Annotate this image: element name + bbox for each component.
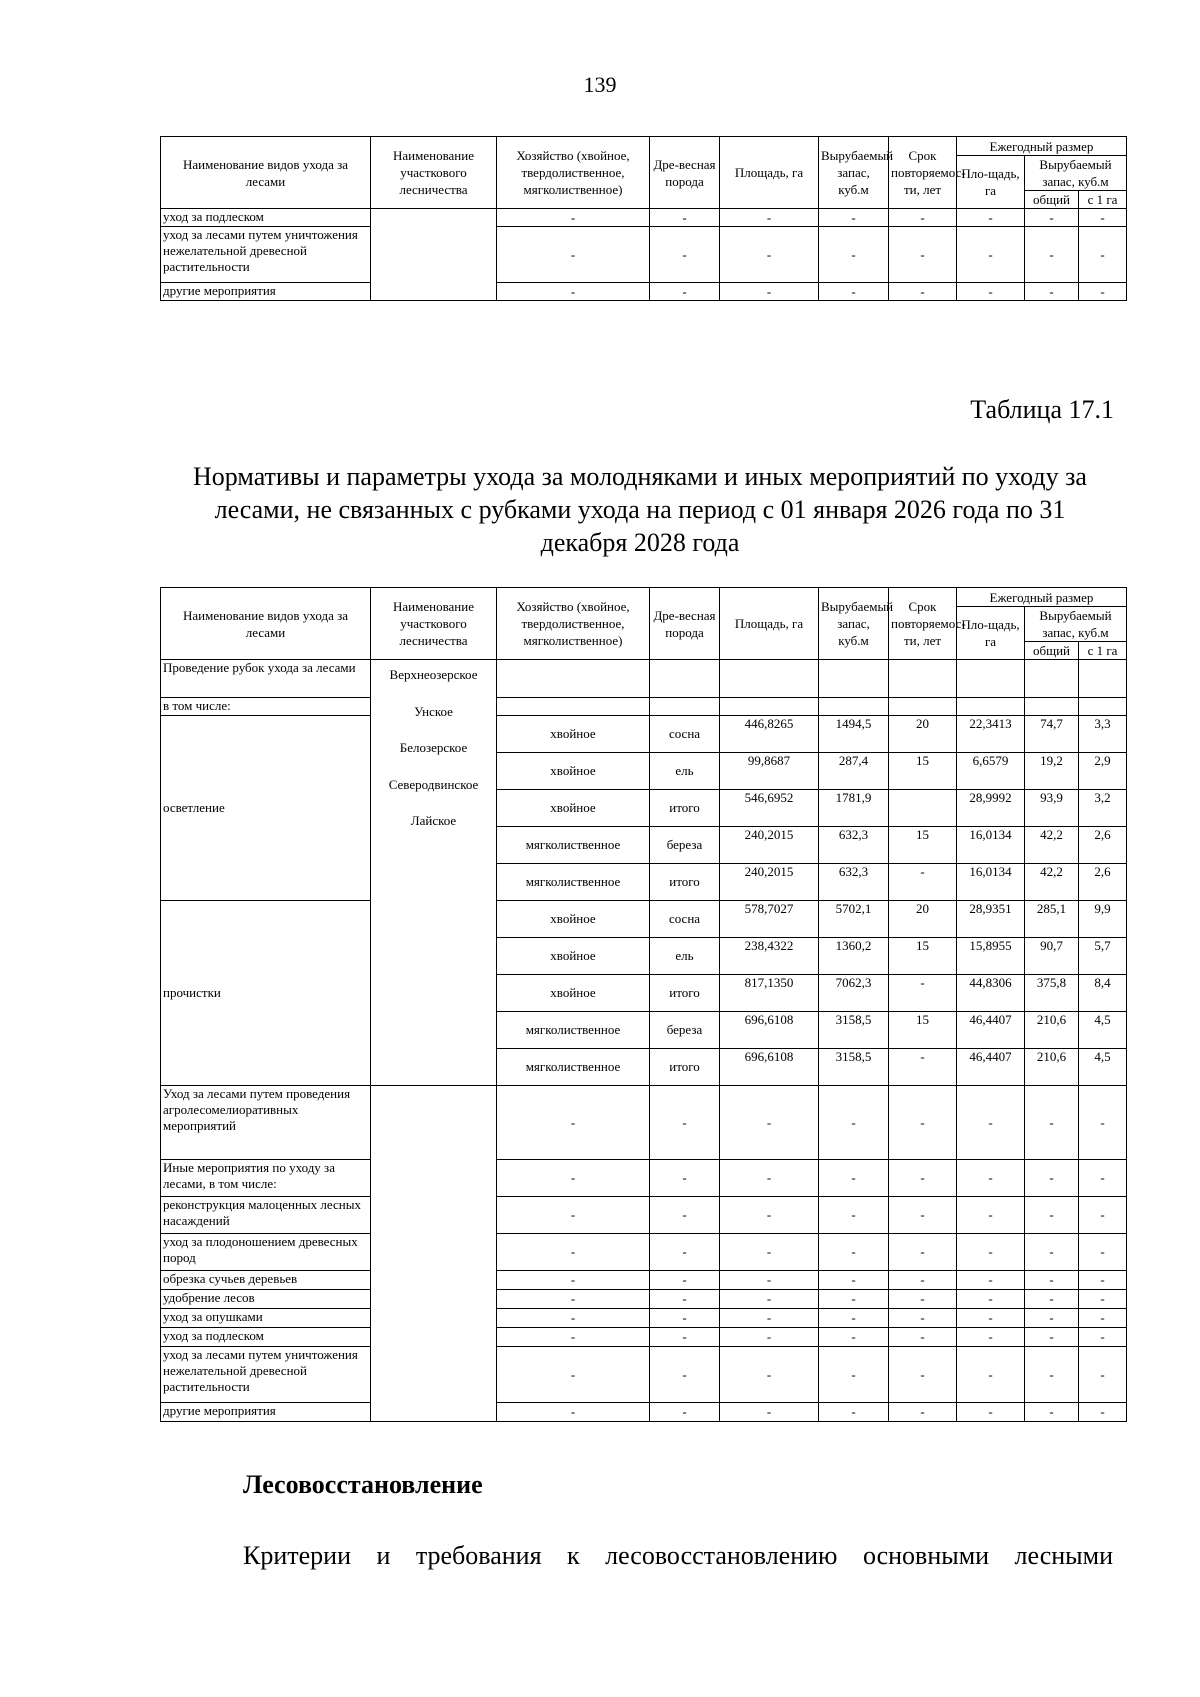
cell: - [819, 227, 889, 283]
header-name: Наименование видов ухода за лесами [161, 588, 371, 660]
cell-annual-area: 46,4407 [957, 1049, 1025, 1086]
cell-area: 99,8687 [720, 753, 819, 790]
table-row [161, 1309, 1127, 1328]
header-total: общий [1025, 191, 1079, 209]
cell: - [819, 1290, 889, 1309]
header-forestry: Наименование участкового лесничества [371, 588, 497, 660]
cell: - [720, 1086, 819, 1160]
cell: - [819, 1309, 889, 1328]
cell: - [957, 1328, 1025, 1347]
table-row [161, 227, 1127, 283]
top-table [160, 136, 1127, 301]
header-area: Площадь, га [720, 588, 819, 660]
forestry-name: Северодвинское [388, 776, 479, 792]
cell: - [650, 1160, 720, 1197]
cell: - [1079, 1197, 1127, 1234]
cell: - [1025, 1290, 1079, 1309]
cell: - [650, 1086, 720, 1160]
header-species: Дре-весная порода [650, 588, 720, 660]
cell-annual-area: 46,4407 [957, 1012, 1025, 1049]
cell: - [1025, 1403, 1079, 1422]
cell: - [720, 1234, 819, 1271]
row-name: уход за лесами путем уничтожения нежелательной древесной растительности [161, 227, 371, 283]
cell: - [720, 1197, 819, 1234]
cell-period: 15 [889, 1012, 957, 1049]
cell-stock: 1494,5 [819, 716, 889, 753]
table-row [161, 1271, 1127, 1290]
cell-area: 546,6952 [720, 790, 819, 827]
header-period: Срок повторяемос-ти, лет [889, 588, 957, 660]
cell-per-ha: 2,9 [1079, 753, 1127, 790]
row-name: уход за подлеском [161, 1328, 371, 1347]
cell: - [1079, 1347, 1127, 1403]
cell: - [1079, 1290, 1127, 1309]
table-row [161, 1086, 1127, 1160]
cell-per-ha: 3,3 [1079, 716, 1127, 753]
cell-period: - [889, 1049, 957, 1086]
cell-area: 240,2015 [720, 827, 819, 864]
header-annual: Ежегодный размер [957, 588, 1127, 607]
cell: - [720, 1309, 819, 1328]
cell: - [497, 1160, 650, 1197]
cell: - [650, 283, 720, 301]
table-row [161, 901, 1127, 938]
cell: - [819, 1197, 889, 1234]
cell: - [650, 1197, 720, 1234]
cell-species: итого [650, 864, 720, 901]
cell-species: ель [650, 753, 720, 790]
cell: - [889, 1271, 957, 1290]
cell-per-ha: 2,6 [1079, 864, 1127, 901]
cell-stock: 1781,9 [819, 790, 889, 827]
cell-area: 696,6108 [720, 1012, 819, 1049]
cell-area: 446,8265 [720, 716, 819, 753]
cell-period: 15 [889, 753, 957, 790]
cell: - [497, 1290, 650, 1309]
cell: - [1079, 1403, 1127, 1422]
cell-per-ha: 3,2 [1079, 790, 1127, 827]
cell: - [889, 1309, 957, 1328]
cell-species: береза [650, 1012, 720, 1049]
cell-stock: 5702,1 [819, 901, 889, 938]
row-name: уход за подлеском [161, 209, 371, 227]
row-name: другие мероприятия [161, 1403, 371, 1422]
cell: - [497, 283, 650, 301]
table-title: Нормативы и параметры ухода за молодняками и иных мероприятий по уходу за лесами, не связанных с рубками ухода на период с 01 января 2026 года по 31 декабря 2028 года [193, 462, 1087, 557]
cell-annual-area: 16,0134 [957, 864, 1025, 901]
cell: - [650, 209, 720, 227]
cell: - [1025, 1328, 1079, 1347]
cell-annual-area: 28,9992 [957, 790, 1025, 827]
cell: - [720, 1160, 819, 1197]
cell-period: 20 [889, 901, 957, 938]
cell-annual-area: 16,0134 [957, 827, 1025, 864]
cell: - [819, 1403, 889, 1422]
cell-species: итого [650, 975, 720, 1012]
cell: - [957, 1347, 1025, 1403]
cell-stock: 1360,2 [819, 938, 889, 975]
cell-period: 15 [889, 938, 957, 975]
cell: - [497, 227, 650, 283]
cell-farm: мягколиственное [497, 1012, 650, 1049]
cell: - [889, 1328, 957, 1347]
cell: - [889, 1160, 957, 1197]
cell-stock: 632,3 [819, 864, 889, 901]
cell-farm: хвойное [497, 790, 650, 827]
cell-stock: 632,3 [819, 827, 889, 864]
cell: - [819, 1271, 889, 1290]
cell-per-ha: 8,4 [1079, 975, 1127, 1012]
group-name: прочистки [161, 901, 371, 1086]
row-name: уход за лесами путем уничтожения нежелательной древесной растительности [161, 1347, 371, 1403]
cell-annual-area: 44,8306 [957, 975, 1025, 1012]
header-species: Дре-весная порода [650, 137, 720, 209]
cell-species: береза [650, 827, 720, 864]
cell-period: - [889, 975, 957, 1012]
cell-farm: хвойное [497, 938, 650, 975]
cell: - [1025, 1309, 1079, 1328]
header-forestry: Наименование участкового лесничества [371, 137, 497, 209]
cell: - [1025, 1347, 1079, 1403]
cell: - [720, 227, 819, 283]
cell: - [720, 283, 819, 301]
table-row [161, 716, 1127, 753]
cell: - [889, 1403, 957, 1422]
table-row [161, 1290, 1127, 1309]
cell-stock: 3158,5 [819, 1012, 889, 1049]
row-name: Проведение рубок ухода за лесами [161, 660, 371, 698]
cell: - [957, 1403, 1025, 1422]
cell: - [1079, 283, 1127, 301]
cell-period: 20 [889, 716, 957, 753]
cell-per-ha: 2,6 [1079, 827, 1127, 864]
cell-total: 210,6 [1025, 1049, 1079, 1086]
table-caption: Таблица 17.1 [970, 395, 1114, 424]
cell: - [889, 283, 957, 301]
cell: - [650, 1234, 720, 1271]
row-name: уход за опушками [161, 1309, 371, 1328]
cell: - [889, 1234, 957, 1271]
cell: - [819, 1086, 889, 1160]
cell-total: 285,1 [1025, 901, 1079, 938]
cell-farm: хвойное [497, 716, 650, 753]
forestry-name: Белозерское [399, 740, 468, 755]
row-name: удобрение лесов [161, 1290, 371, 1309]
cell: - [819, 1328, 889, 1347]
cell-stock: 287,4 [819, 753, 889, 790]
cell: - [1025, 1271, 1079, 1290]
group-name: осветление [161, 716, 371, 901]
cell-total: 42,2 [1025, 864, 1079, 901]
header-stock: Вырубаемый запас, куб.м [819, 137, 889, 209]
cell-species: сосна [650, 901, 720, 938]
cell-annual-area: 15,8955 [957, 938, 1025, 975]
row-name: в том числе: [161, 698, 371, 716]
cell-species: итого [650, 1049, 720, 1086]
cell: - [497, 1403, 650, 1422]
header-per-ha: с 1 га [1079, 642, 1127, 660]
header-annual-area: Пло-щадь, га [957, 607, 1025, 660]
cell: - [1025, 209, 1079, 227]
cell-stock: 3158,5 [819, 1049, 889, 1086]
cell: - [819, 1234, 889, 1271]
cell-per-ha: 4,5 [1079, 1049, 1127, 1086]
cell-per-ha: 4,5 [1079, 1012, 1127, 1049]
row-name: реконструкция малоценных лесных насаждений [161, 1197, 371, 1234]
cell: - [720, 1290, 819, 1309]
cell: - [497, 209, 650, 227]
cell-area: 238,4322 [720, 938, 819, 975]
cell-total: 210,6 [1025, 1012, 1079, 1049]
cell: - [889, 1347, 957, 1403]
cell: - [957, 1290, 1025, 1309]
forestry-name: Верхнеозерское [389, 667, 478, 682]
cell: - [1079, 1309, 1127, 1328]
header-name: Наименование видов ухода за лесами [161, 137, 371, 209]
cell: - [819, 283, 889, 301]
header-farm: Хозяйство (хвойное, твердолиственное, мягколиственное) [497, 137, 650, 209]
cell: - [1079, 227, 1127, 283]
cell-farm: мягколиственное [497, 864, 650, 901]
cell: - [497, 1328, 650, 1347]
cell-area: 240,2015 [720, 864, 819, 901]
cell: - [1025, 227, 1079, 283]
cell: - [1025, 1234, 1079, 1271]
cell: - [720, 1403, 819, 1422]
cell: - [720, 209, 819, 227]
cell: - [1079, 1234, 1127, 1271]
cell-stock: 7062,3 [819, 975, 889, 1012]
cell-area: 817,1350 [720, 975, 819, 1012]
header-area: Площадь, га [720, 137, 819, 209]
cell: - [1025, 1160, 1079, 1197]
cell: - [650, 1271, 720, 1290]
table-row [161, 660, 1127, 698]
cell: - [889, 209, 957, 227]
section-heading: Лесовосстановление [243, 1470, 483, 1499]
cell-species: ель [650, 938, 720, 975]
cell: - [957, 209, 1025, 227]
cell: - [1079, 1160, 1127, 1197]
cell: - [1025, 1086, 1079, 1160]
cell: - [1025, 283, 1079, 301]
cell: - [650, 1403, 720, 1422]
cell-area: 578,7027 [720, 901, 819, 938]
cell: - [957, 1271, 1025, 1290]
row-name: уход за плодоношением древесных пород [161, 1234, 371, 1271]
table-row [161, 209, 1127, 227]
cell: - [497, 1197, 650, 1234]
cell: - [1079, 1328, 1127, 1347]
cell-area: 696,6108 [720, 1049, 819, 1086]
cell: - [889, 1086, 957, 1160]
cell-total: 90,7 [1025, 938, 1079, 975]
cell: - [957, 1234, 1025, 1271]
row-name: Иные мероприятия по уходу за лесами, в том числе: [161, 1160, 371, 1197]
row-name: обрезка сучьев деревьев [161, 1271, 371, 1290]
cell-period [889, 790, 957, 827]
cell-species: сосна [650, 716, 720, 753]
cell-period: - [889, 864, 957, 901]
cell-per-ha: 9,9 [1079, 901, 1127, 938]
table-row [161, 283, 1127, 301]
cell: - [497, 1347, 650, 1403]
cell: - [819, 1347, 889, 1403]
cell: - [889, 227, 957, 283]
main-table [160, 587, 1127, 1422]
table-row [161, 1160, 1127, 1197]
cell: - [650, 1347, 720, 1403]
cell: - [1079, 209, 1127, 227]
cell: - [957, 1197, 1025, 1234]
header-farm: Хозяйство (хвойное, твердолиственное, мягколиственное) [497, 588, 650, 660]
cell: - [650, 1328, 720, 1347]
header-annual-area: Пло-щадь, га [957, 156, 1025, 209]
forestry-list [371, 660, 497, 1086]
cell: - [497, 1309, 650, 1328]
cell-total: 74,7 [1025, 716, 1079, 753]
header-per-ha: с 1 га [1079, 191, 1127, 209]
cell-period: 15 [889, 827, 957, 864]
cell: - [497, 1234, 650, 1271]
body-paragraph: Критерии и требования к лесовосстановлению основными лесными [243, 1541, 1113, 1570]
cell: - [650, 227, 720, 283]
cell: - [957, 1309, 1025, 1328]
cell-farm: хвойное [497, 975, 650, 1012]
cell-farm: мягколиственное [497, 827, 650, 864]
cell-total: 93,9 [1025, 790, 1079, 827]
cell-farm: хвойное [497, 901, 650, 938]
cell: - [819, 1160, 889, 1197]
cell-total: 375,8 [1025, 975, 1079, 1012]
cell: - [957, 1086, 1025, 1160]
header-total: общий [1025, 642, 1079, 660]
table-row [161, 698, 1127, 716]
cell: - [1079, 1271, 1127, 1290]
row-name: Уход за лесами путем проведения агролесомелиоративных мероприятий [161, 1086, 371, 1160]
table-row [161, 1347, 1127, 1403]
cell: - [650, 1290, 720, 1309]
header-annual: Ежегодный размер [957, 137, 1127, 156]
cell-per-ha: 5,7 [1079, 938, 1127, 975]
header-period: Срок повторяемос-ти, лет [889, 137, 957, 209]
cell: - [1079, 1086, 1127, 1160]
header-stock: Вырубаемый запас, куб.м [819, 588, 889, 660]
cell-farm: хвойное [497, 753, 650, 790]
cell: - [720, 1271, 819, 1290]
cell-total: 19,2 [1025, 753, 1079, 790]
cell: - [720, 1328, 819, 1347]
forestry-name: Унское [414, 703, 453, 719]
table-row [161, 1197, 1127, 1234]
cell-annual-area: 28,9351 [957, 901, 1025, 938]
cell: - [819, 209, 889, 227]
page-number: 139 [583, 72, 617, 97]
table-row [161, 1234, 1127, 1271]
cell: - [889, 1290, 957, 1309]
forestry-cell [371, 1086, 497, 1422]
cell: - [497, 1086, 650, 1160]
cell: - [720, 1347, 819, 1403]
cell-annual-area: 22,3413 [957, 716, 1025, 753]
table-row [161, 1328, 1127, 1347]
cell: - [650, 1309, 720, 1328]
cell: - [1025, 1197, 1079, 1234]
cell-total: 42,2 [1025, 827, 1079, 864]
forestry-name: Лайское [410, 813, 457, 828]
cell: - [957, 1160, 1025, 1197]
cell: - [957, 283, 1025, 301]
cell: - [957, 227, 1025, 283]
forestry-cell [371, 209, 497, 301]
header-annual-stock: Вырубаемый запас, куб.м [1025, 156, 1127, 191]
cell-farm: мягколиственное [497, 1049, 650, 1086]
row-name: другие мероприятия [161, 283, 371, 301]
table-row [161, 1403, 1127, 1422]
cell-annual-area: 6,6579 [957, 753, 1025, 790]
header-annual-stock: Вырубаемый запас, куб.м [1025, 607, 1127, 642]
cell: - [889, 1197, 957, 1234]
cell-species: итого [650, 790, 720, 827]
cell: - [497, 1271, 650, 1290]
